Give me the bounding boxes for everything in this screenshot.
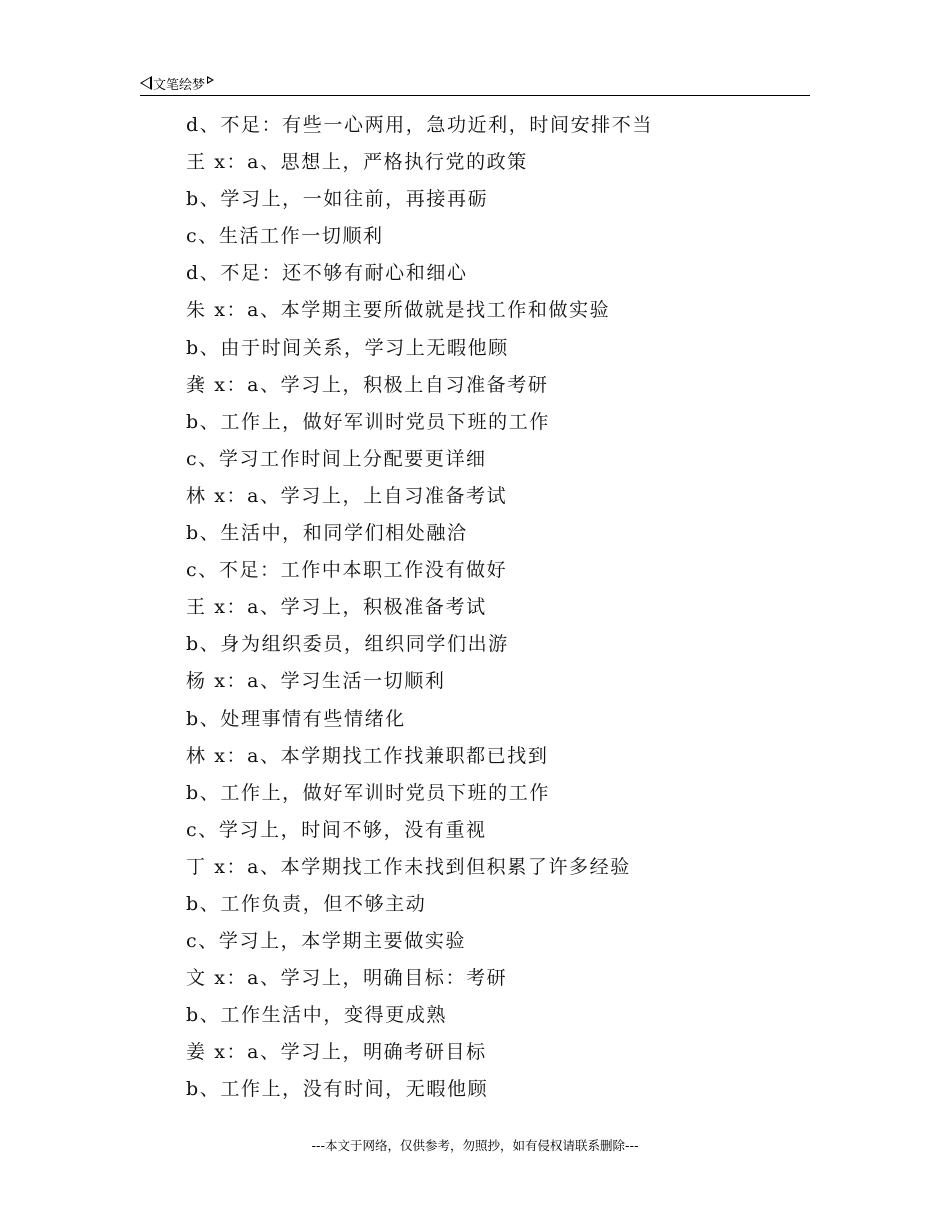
text-line: 朱 x：a、本学期主要所做就是找工作和做实验	[186, 299, 611, 322]
text-line: d、不足：还不够有耐心和细心	[186, 262, 468, 285]
text-line: b、生活中，和同学们相处融洽	[186, 522, 468, 545]
text-line: b、学习上，一如往前，再接再砺	[186, 188, 489, 211]
text-line: 王 x：a、学习上，积极准备考试	[186, 596, 487, 619]
right-triangle-icon	[207, 76, 214, 84]
text-line: b、工作生活中，变得更成熟	[186, 1004, 447, 1027]
text-line: 姜 x：a、学习上，明确考研目标	[186, 1041, 487, 1064]
text-line: c、生活工作一切顺利	[186, 225, 384, 248]
header-brand-text: 文笔绘梦	[153, 77, 206, 93]
text-line: c、学习工作时间上分配要更详细	[186, 447, 487, 470]
text-line: 林 x：a、学习上，上自习准备考试	[186, 484, 508, 507]
text-line: c、不足：工作中本职工作没有做好	[186, 559, 508, 582]
text-line: c、学习上，本学期主要做实验	[186, 930, 467, 953]
text-line: 丁 x：a、本学期找工作未找到但积累了许多经验	[186, 855, 631, 878]
header-brand	[140, 72, 214, 94]
document-body	[186, 110, 786, 1112]
page-header	[140, 72, 810, 96]
text-line: b、由于时间关系，学习上无暇他顾	[186, 336, 509, 359]
text-line: 林 x：a、本学期找工作找兼职都已找到	[186, 744, 549, 767]
text-line: b、身为组织委员，组织同学们出游	[186, 633, 509, 656]
left-triangle-icon	[140, 76, 152, 90]
text-line: b、工作上，做好军训时党员下班的工作	[186, 410, 550, 433]
text-line: 文 x：a、学习上，明确目标：考研	[186, 967, 508, 990]
text-line: 杨 x：a、学习生活一切顺利	[186, 670, 446, 693]
text-line: d、不足：有些一心两用，急功近利，时间安排不当	[186, 114, 653, 136]
text-line: 龚 x：a、学习上，积极上自习准备考研	[186, 373, 549, 396]
page-footer: ---本文于网络，仅供参考，勿照抄，如有侵权请联系删除---	[311, 1138, 639, 1153]
text-line: b、工作上，做好军训时党员下班的工作	[186, 781, 550, 804]
text-line: c、学习上，时间不够，没有重视	[186, 818, 487, 841]
text-line: 王 x：a、思想上，严格执行党的政策	[186, 151, 528, 174]
text-line: b、处理事情有些情绪化	[186, 707, 406, 730]
text-line: b、工作上，没有时间，无暇他顾	[186, 1078, 489, 1101]
text-line: b、工作负责，但不够主动	[186, 892, 427, 915]
